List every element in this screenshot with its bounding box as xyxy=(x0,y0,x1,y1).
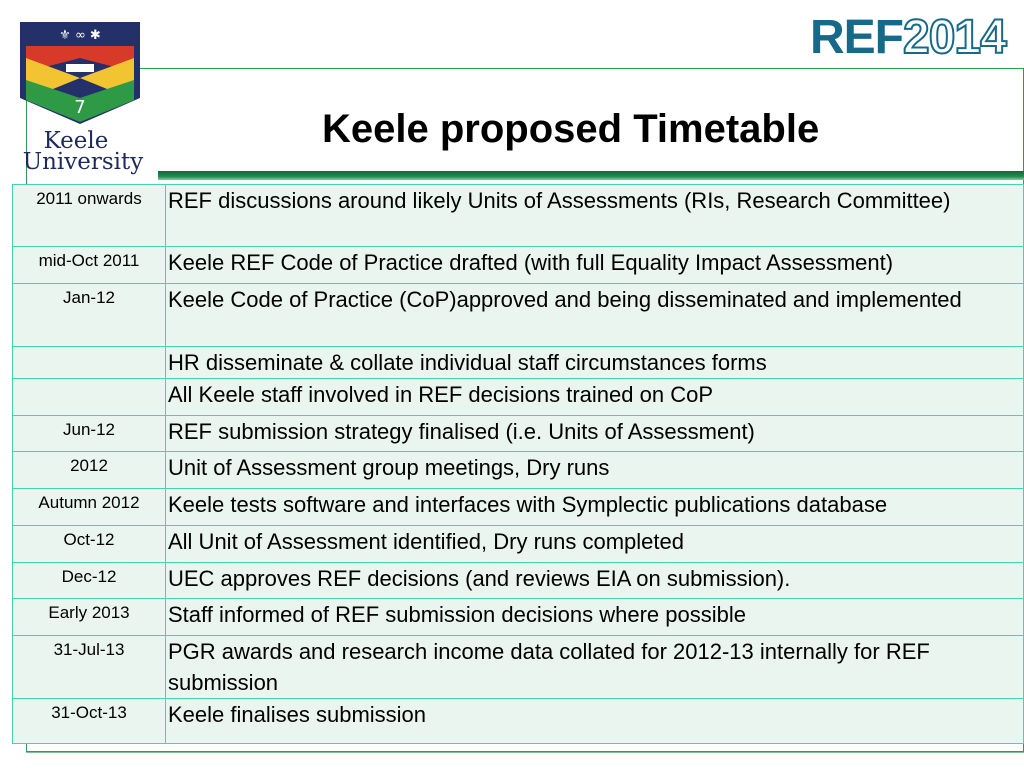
row-description: Keele finalises submission xyxy=(166,699,1024,744)
table-row xyxy=(13,489,1024,526)
ref2014-logo xyxy=(810,11,1016,64)
row-date: Jan-12 xyxy=(13,284,166,347)
row-date: Jun-12 xyxy=(13,416,166,452)
table-row xyxy=(13,247,1024,284)
timetable-table xyxy=(12,184,1024,744)
row-description: Unit of Assessment group meetings, Dry runs xyxy=(166,452,1024,489)
row-date xyxy=(13,379,166,416)
table-row xyxy=(13,526,1024,563)
page-title: Keele proposed Timetable xyxy=(322,107,820,151)
table-row xyxy=(13,699,1024,744)
table-row xyxy=(13,185,1024,247)
university-name-line1: Keele xyxy=(43,128,109,154)
row-date: mid-Oct 2011 xyxy=(13,247,166,284)
university-name-line2: University xyxy=(22,149,144,175)
table-row xyxy=(13,599,1024,636)
row-description: Staff informed of REF submission decisions where possible xyxy=(166,599,1024,636)
row-description: HR disseminate & collate individual staff circumstances forms xyxy=(166,347,1024,379)
row-description: All Unit of Assessment identified, Dry runs completed xyxy=(166,526,1024,563)
row-description: Keele REF Code of Practice drafted (with full Equality Impact Assessment) xyxy=(166,247,1024,284)
frame-bottom-line xyxy=(26,748,1024,753)
table-row xyxy=(13,379,1024,416)
ref-logo-text: REF xyxy=(810,11,903,64)
row-description: REF discussions around likely Units of Assessments (RIs, Research Committee) xyxy=(166,185,1024,247)
table-row xyxy=(13,416,1024,452)
row-date: 2011 onwards xyxy=(13,185,166,247)
row-date: Autumn 2012 xyxy=(13,489,166,526)
row-description: All Keele staff involved in REF decisions trained on CoP xyxy=(166,379,1024,416)
row-date: 2012 xyxy=(13,452,166,489)
row-date: Early 2013 xyxy=(13,599,166,636)
row-date: Dec-12 xyxy=(13,563,166,599)
crest-fret-symbols: ⚜ ∞ ✱ xyxy=(59,28,101,43)
row-description: PGR awards and research income data collated for 2012-13 internally for REF submission xyxy=(166,636,1024,699)
crest-book-icon xyxy=(66,64,94,72)
table-row xyxy=(13,452,1024,489)
row-date: 31-Jul-13 xyxy=(13,636,166,699)
row-date: Oct-12 xyxy=(13,526,166,563)
row-description: REF submission strategy finalised (i.e. Units of Assessment) xyxy=(166,416,1024,452)
title-divider xyxy=(158,171,1024,180)
row-description: UEC approves REF decisions (and reviews EIA on submission). xyxy=(166,563,1024,599)
table-row xyxy=(13,563,1024,599)
table-row xyxy=(13,347,1024,379)
row-date: 31-Oct-13 xyxy=(13,699,166,744)
row-description: Keele tests software and interfaces with Symplectic publications database xyxy=(166,489,1024,526)
table-row xyxy=(13,284,1024,347)
row-date xyxy=(13,347,166,379)
table-row xyxy=(13,636,1024,699)
crest-seven-symbol: 7 xyxy=(74,97,86,118)
ref-logo-year: 2014 xyxy=(903,11,1006,64)
row-description: Keele Code of Practice (CoP)approved and being disseminated and implemented xyxy=(166,284,1024,347)
